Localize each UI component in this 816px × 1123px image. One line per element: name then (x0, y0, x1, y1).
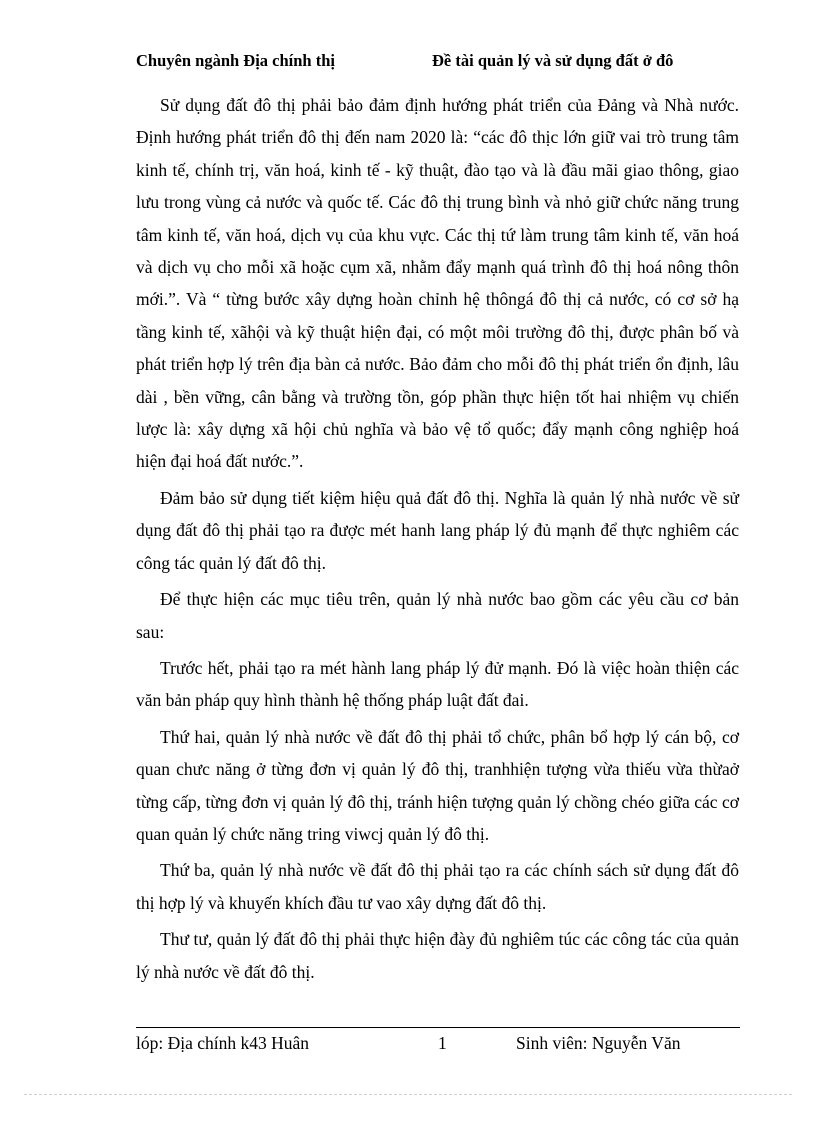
paragraph-7: Thư tư, quản lý đất đô thị phải thực hiện đày đủ nghiêm túc các công tác của quản lý nhà nước về đất đô thị. (136, 929, 739, 982)
footer-student: Sinh viên: Nguyễn Văn (516, 1033, 681, 1053)
paragraph-4: Trước hết, phải tạo ra mét hành lang pháp lý đử mạnh. Đó là việc hoàn thiện các văn bản pháp quy hình thành hệ thống pháp luật đất đai. (136, 657, 739, 711)
footer-page-number: 1 (438, 1033, 447, 1053)
paragraph-2: Đảm bảo sử dụng tiết kiệm hiệu quả đất đô thị. Nghĩa là quản lý nhà nước về sử dụng đất đô thị phải tạo ra được mét hanh lang pháp lý đủ mạnh để thực nghiêm các công tác quản lý đất đô thị. (136, 487, 739, 573)
footer-class: lóp: Địa chính k43 Huân (136, 1033, 310, 1053)
paragraph-6: Thứ ba, quản lý nhà nước về đất đô thị phải tạo ra các chính sách sử dụng đất đô thị hợp lý và khuyến khích đầu tư vao xây dựng đất đô thị. (136, 860, 739, 913)
paragraph-3: Để thực hiện các mục tiêu trên, quản lý nhà nước bao gồm các yêu cầu cơ bản sau: (136, 589, 739, 642)
page-bottom-edge (24, 1094, 792, 1095)
document-body (136, 89, 739, 988)
header-topic: Đề tài quản lý và sử dụng đất ở đô (432, 51, 674, 70)
paragraph-1: Sử dụng đất đô thị phải bảo đảm định hướng phát triển của Đảng và Nhà nước. Định hướng phát triển đô thị đến nam 2020 là: “các đô thịc lớn giữ vai trò trung tâm kinh tế, chính trị, văn hoá, kinh tế - kỹ thuật, đào tạo và là đầu mãi giao thông, giao lưu trong vùng cả nước và quốc tế. Các đô thị trung bình và nhỏ giữ chức năng trung tâm kinh tế, văn hoá, dịch vụ của khu vực. Các thị tứ làm trung tâm kinh tế, văn hoá và dịch vụ cho mỗi xã hoặc cụm xã, nhằm đẩy mạnh quá trình đô thị hoá nông thôn mới.”. Và “ từng bước xây dựng hoàn chỉnh hệ thôngá đô thị cả nước, có cơ sở hạ tầng kinh tế, xãhội và kỹ thuật hiện đại, có một môi trường đô thị, được phân bố và phát triển hợp lý trên địa bàn cả nước. Bảo đảm cho mỗi đô thị phát triển ổn định, lâu dài , bền vững, cân bằng và trường tồn, góp phần thực hiện tốt hai nhiệm vụ chiến lược là: xây dựng xã hội chủ nghĩa và bảo vệ tổ quốc; đẩy mạnh công nghiệp hoá hiện đại hoá đất nước.”. (136, 95, 739, 472)
header-department: Chuyên ngành Địa chính thị (136, 51, 335, 70)
footer-divider (136, 1027, 740, 1028)
paragraph-5: Thứ hai, quản lý nhà nước về đất đô thị phải tổ chức, phân bổ hợp lý cán bộ, cơ quan chưc năng ở từng đơn vị quản lý đô thị, tranhhiện tượng vừa thiếu vừa thừaở từng cấp, từng đơn vị quản lý đô thị, tránh hiện tượng quản lý chồng chéo giữa các cơ quan quản lý chức năng tring viwcj quản lý đô thị. (136, 726, 739, 844)
